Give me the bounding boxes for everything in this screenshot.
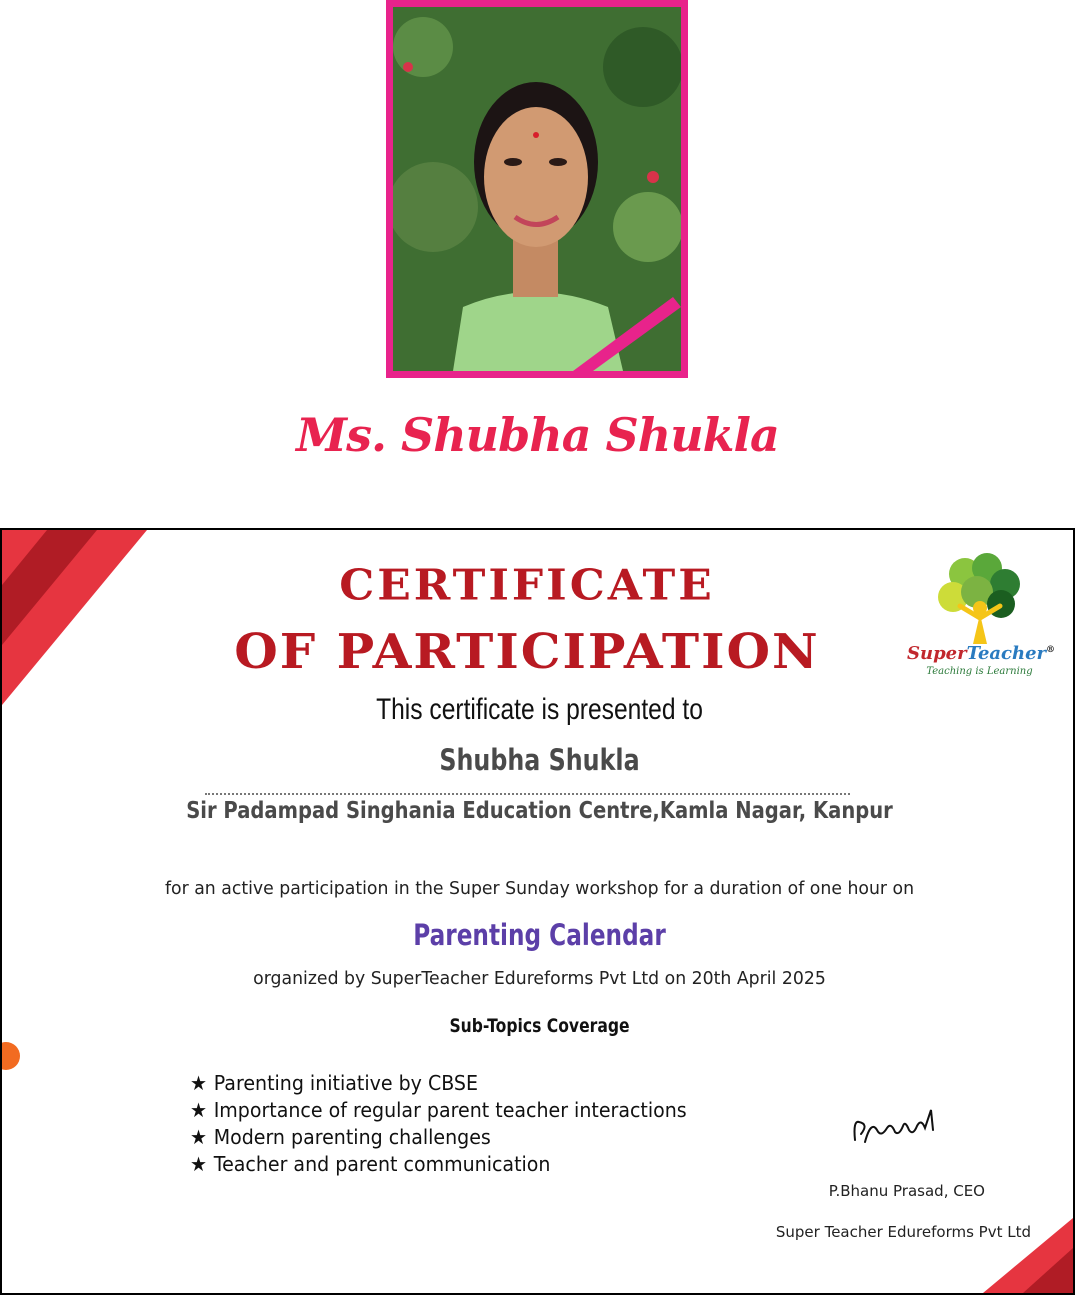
logo-tagline: Teaching is Learning — [926, 666, 1033, 677]
corner-decoration — [2, 530, 147, 705]
certificate-title: CERTIFICATE — [339, 561, 715, 610]
presented-text: This certificate is presented to — [376, 693, 703, 726]
tree-icon — [935, 552, 1025, 647]
logo-wordmark: SuperTeacher® — [907, 643, 1056, 664]
recipient-name: Shubha Shukla — [439, 743, 640, 777]
workshop-topic: Parenting Calendar — [413, 918, 666, 952]
star-icon: ★ — [190, 1071, 208, 1095]
organized-text: organized by SuperTeacher Edureforms Pvt Ltd on 20th April 2025 — [253, 968, 826, 989]
list-item: ★ Modern parenting challenges — [190, 1125, 491, 1149]
superteacher-logo — [907, 552, 1056, 697]
star-icon: ★ — [190, 1152, 208, 1176]
school-name: Sir Padampad Singhania Education Centre,Kamla Nagar, Kanpur — [186, 798, 893, 824]
orange-dot — [0, 1042, 20, 1070]
dotted-divider — [205, 793, 850, 795]
list-item: ★ Importance of regular parent teacher interactions — [190, 1098, 687, 1122]
certificate-subtitle: OF PARTICIPATION — [234, 623, 820, 680]
signature — [847, 1100, 947, 1160]
profile-name: Ms. Shubha Shukla — [296, 408, 779, 462]
certificate — [0, 528, 1075, 1295]
star-icon: ★ — [190, 1125, 208, 1149]
subtopics-list — [190, 1070, 713, 1178]
portrait-image — [393, 7, 681, 371]
signer-name: P.Bhanu Prasad, CEO — [828, 1182, 985, 1200]
list-item: ★ Parenting initiative by CBSE — [190, 1071, 478, 1095]
subtopics-title: Sub-Topics Coverage — [449, 1015, 630, 1037]
participation-text: for an active participation in the Super Sunday workshop for a duration of one hour on — [164, 878, 915, 899]
company-name: Super Teacher Edureforms Pvt Ltd — [775, 1223, 1031, 1241]
star-icon: ★ — [190, 1098, 208, 1122]
list-item: ★ Teacher and parent communication — [190, 1152, 551, 1176]
profile-photo — [386, 0, 688, 378]
